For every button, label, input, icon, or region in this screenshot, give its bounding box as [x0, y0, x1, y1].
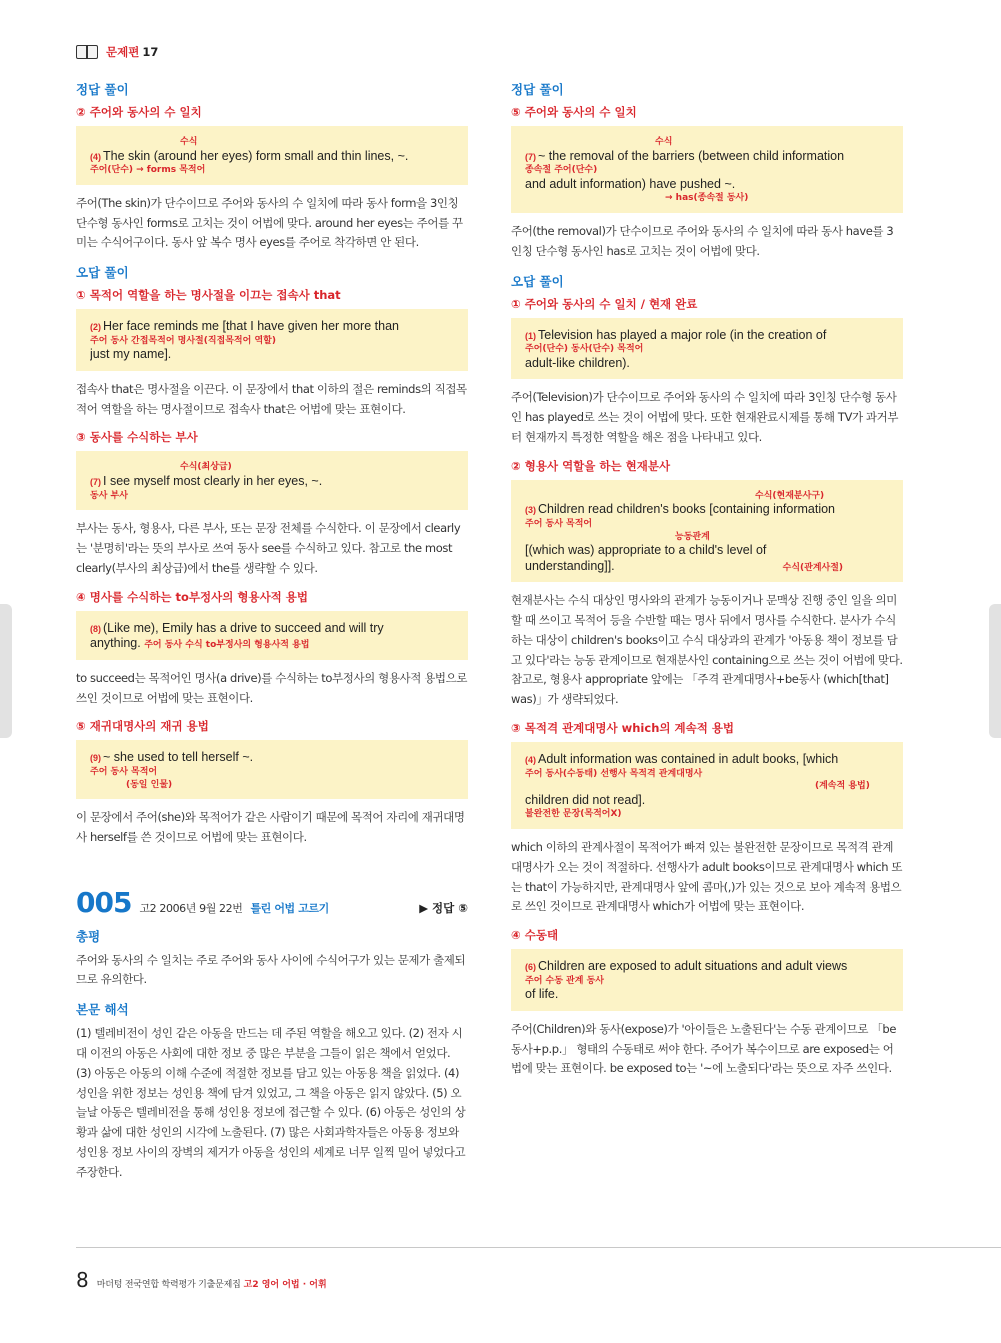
sentence-number: (4)	[525, 754, 536, 765]
subsection-title: ② 주어와 동사의 수 일치	[76, 105, 202, 119]
annotation: → has(종속절 동사)	[665, 193, 749, 204]
subsection-title: ⑤ 주어와 동사의 수 일치	[511, 105, 637, 119]
sentence-number: (6)	[525, 962, 536, 973]
question-header	[76, 886, 468, 919]
question-meta: 고2 2006년 9월 22번	[139, 901, 243, 915]
annotation: 능동관계	[675, 531, 710, 542]
example-box	[511, 742, 903, 829]
sentence-number: (8)	[90, 623, 101, 634]
section-title: 정답 풀이	[76, 82, 129, 97]
sentence-number: (1)	[525, 330, 536, 341]
sentence-number: (7)	[525, 151, 536, 162]
footer-rule	[76, 1247, 1001, 1248]
page-footer	[76, 1268, 327, 1292]
example-sentence: ~ the removal of the barriers (between child information	[538, 148, 845, 163]
left-column	[76, 80, 468, 1192]
section-title: 오답 풀이	[511, 273, 564, 289]
annotation: 종속절 주어(단수)	[525, 165, 598, 176]
review-text: 주어와 동사의 수 일치는 주로 주어와 동사 사이에 수식어구가 있는 문제가 출제되므로 유의한다.	[76, 952, 466, 987]
example-sentence: [(which was) appropriate to a child's level of	[525, 543, 767, 558]
section-title: 정답 풀이	[511, 82, 564, 97]
example-sentence: and adult information) have pushed ~.	[525, 176, 736, 191]
example-box	[76, 309, 468, 371]
annotation: 주어(단수) 동사(단수) 목적어	[525, 344, 644, 355]
annotation: 주어 동사 간접목적어 명사절(직접목적어 역할)	[90, 335, 276, 346]
sentence-number: (4)	[90, 151, 101, 162]
page-number: 8	[76, 1268, 89, 1292]
example-box	[76, 740, 468, 799]
example-box	[511, 480, 903, 583]
explanation: 이 문장에서 주어(she)와 목적어가 같은 사람이기 때문에 목적어 자리에 재귀대명사 herself를 쓴 것이므로 어법에 맞는 표현이다.	[76, 810, 465, 844]
explanation: 접속사 that은 명사절을 이끈다. 이 문장에서 that 이하의 절은 reminds의 직접목적어 역할을 하는 명사절이므로 접속사 that은 어법에 맞는 표현이다.	[76, 381, 467, 416]
subsection-title: ④ 명사를 수식하는 to부정사의 형용사적 용법	[76, 589, 309, 604]
annotation: 주어 동사 목적어	[90, 767, 158, 777]
example-sentence: children did not read].	[525, 792, 646, 807]
annotation: 주어 동사(수동태) 선행사 목적격 관계대명사	[525, 768, 703, 779]
annotation: 동사 부사	[90, 490, 128, 501]
example-sentence: (Like me), Emily has a drive to succeed and will try	[103, 620, 384, 635]
example-sentence: Her face reminds me [that I have given her more than	[103, 319, 399, 334]
subsection-title: ⑤ 재귀대명사의 재귀 용법	[76, 719, 209, 734]
example-box	[76, 126, 468, 185]
subsection-title: ③ 동사를 수식하는 부사	[76, 430, 198, 445]
annotation: (동일 인물)	[126, 779, 173, 790]
example-box	[511, 126, 903, 213]
left-side-tab	[0, 604, 12, 738]
header-section: 문제편	[106, 45, 140, 59]
explanation: 주어(Children)와 동사(expose)가 '아이들은 노출된다'는 수동 관계이므로 「be동사+p.p.」 형태의 수동태로 써야 한다. 주어가 복수이므로 are exposed는 어법에 맞는 표현이다. be exposed to는 '~에 노출되다'라는 뜻으로 자주 쓰인다.	[511, 1021, 897, 1076]
book-icon	[76, 45, 98, 59]
subsection-title: ④ 수동태	[511, 928, 559, 943]
page-header	[76, 44, 158, 60]
explanation: 주어(the removal)가 단수이므로 주어와 동사의 수 일치에 따라 동사 have를 3인칭 단수형 동사인 has로 고치는 것이 어법에 맞다.	[511, 224, 894, 258]
right-side-tab	[989, 604, 1001, 738]
example-sentence: Children read children's books [containing information	[538, 502, 835, 517]
sentence-number: (7)	[90, 477, 101, 488]
annotation: 주어(단수) → forms 목적어	[90, 165, 206, 176]
annotation: 수식(최상급)	[180, 462, 232, 473]
section-title: 오답 풀이	[76, 265, 129, 281]
example-sentence: Adult information was contained in adult books, [which	[538, 751, 839, 766]
annotation: 불완전한 문장(목적어X)	[525, 809, 622, 820]
example-sentence: ~ she used to tell herself ~.	[103, 750, 254, 765]
subsection-title: ② 형용사 역할을 하는 현재분사	[511, 458, 671, 473]
annotation: 주어 동사 수식 to부정사의 형용사적 용법	[144, 640, 310, 651]
sentence-number: (2)	[90, 322, 101, 333]
section-title: 본문 해석	[76, 1002, 129, 1018]
example-box	[511, 318, 903, 380]
example-box	[76, 451, 468, 510]
annotation: 주어 동사 목적어	[525, 518, 593, 529]
answer-label: ▶ 정답 ⑤	[419, 900, 468, 915]
example-sentence: understanding]].	[525, 558, 615, 573]
example-sentence: just my name].	[90, 347, 172, 362]
question-type: 틀린 어법 고르기	[250, 901, 329, 915]
explanation: 주어(Television)가 단수이므로 주어와 동사의 수 일치에 따라 3인칭 단수형 동사인 has played로 쓰는 것이 어법에 맞다. 또한 현재완료시제를 통해 TV가 과거부터 현재까지 특정한 역할을 해온 점을 나타내고 있다.	[511, 390, 899, 444]
explanation: 부사는 동사, 형용사, 다른 부사, 또는 문장 전체를 수식한다. 이 문장에서 clearly는 '분명히'라는 뜻의 부사로 쓰여 동사 see를 수식하고 있다. 참고로 the most clearly(부사의 최상급)에서 the를 생략할 수 있다.	[76, 521, 461, 575]
example-box	[76, 611, 468, 660]
example-sentence: I see myself most clearly in her eyes, ~.	[103, 474, 323, 489]
example-sentence: Children are exposed to adult situations and adult views	[538, 959, 848, 974]
annotation: 주어 수동 관계 동사	[525, 975, 604, 986]
explanation: 현재분사는 수식 대상인 명사와의 관계가 능동이거나 문맥상 진행 중인 일을 의미할 때 쓰이고 목적어 등을 수반할 때는 명사 뒤에서 명사를 수식한다. 분사가 수식하는 대상이 children's books이고 수식 대상과의 관계가 '아동용 책이 정보를 담고 있다'라는 능동 관계이므로 현재분사인 containing으로 쓰는 것이 어법에 맞다. 참고로, 형용사 appropriate 앞에는 「주격 관계대명사+be동사 (which[that] was)」가 생략되었다.	[511, 593, 903, 707]
annotation: 수식(관계사절)	[782, 562, 844, 573]
subsection-title: ① 목적어 역할을 하는 명사절을 이끄는 접속사 that	[76, 288, 341, 303]
annotation: (계속적 용법)	[815, 781, 870, 792]
question-number: 005	[76, 885, 132, 919]
example-box	[511, 949, 903, 1011]
sentence-number: (3)	[525, 505, 536, 516]
section-title: 총평	[76, 928, 101, 944]
book-title: 마더텅 전국연합 학력평가 기출문제집	[96, 1280, 241, 1290]
annotation: 수식	[655, 137, 673, 147]
subsection-title: ① 주어와 동사의 수 일치 / 현재 완료	[511, 296, 698, 311]
example-sentence: anything.	[90, 636, 141, 651]
annotation: 수식	[180, 137, 198, 147]
header-page-ref: 17	[142, 45, 159, 59]
annotation: 수식(현재분사구)	[755, 490, 825, 501]
example-sentence: The skin (around her eyes) form small and thin lines, ~.	[103, 148, 409, 163]
explanation: 주어(The skin)가 단수이므로 주어와 동사의 수 일치에 따라 동사 form을 3인칭 단수형 동사인 forms로 고치는 것이 어법에 맞다. around her eyes는 주어를 꾸미는 수식어구이다. 동사 앞 복수 명사 eyes를 주어로 착각하면 안 된다.	[76, 195, 463, 250]
explanation: to succeed는 목적어인 명사(a drive)를 수식하는 to부정사의 형용사적 용법으로 쓰인 것이므로 어법에 맞는 표현이다.	[76, 670, 468, 705]
translation-text: (1) 텔레비전이 성인 같은 아동을 만드는 데 주된 역할을 해오고 있다. (2) 전자 시대 이전의 아동은 사회에 대한 정보 중 많은 부분을 그들이 읽은 책에서 얻었다. (3) 아동은 아동의 이해 수준에 적절한 정보를 담고 있는 아동용 책을 읽었다. (4) 성인을 위한 정보는 성인용 책에 담겨 있었고, 그 책을 아동은 읽지 않았다. (5) 오늘날 아동은 텔레비전을 통해 성인용 정보에 접근할 수 있다. (6) 아동은 성인의 상황과 삶에 대한 성인의 시각에 노출된다. (7) 많은 사회과학자들은 아동용 정보와 성인용 정보 사이의 장벽의 제거가 아동을 성인의 세계로 너무 일찍 밀어 넣었다고 주장한다.	[76, 1026, 466, 1179]
book-subject: 고2 영어 어법 · 어휘	[243, 1280, 327, 1290]
sentence-number: (9)	[90, 753, 101, 764]
right-column	[511, 80, 903, 1089]
example-sentence: Television has played a major role (in the creation of	[538, 327, 827, 342]
subsection-title: ③ 목적격 관계대명사 which의 계속적 용법	[511, 720, 735, 735]
explanation: which 이하의 관계사절이 목적어가 빠져 있는 불완전한 문장이므로 목적격 관계대명사가 오는 것이 적절하다. 선행사가 adult books이므로 관계대명사 which 또는 that이 가능하지만, 관계대명사 앞에 콤마(,)가 있는 것으로 보아 계속적 용법으로 쓰인 것이므로 관계대명사 which가 어법에 맞는 표현이다.	[511, 839, 903, 914]
example-sentence: of life.	[525, 987, 559, 1002]
example-sentence: adult-like children).	[525, 355, 630, 370]
